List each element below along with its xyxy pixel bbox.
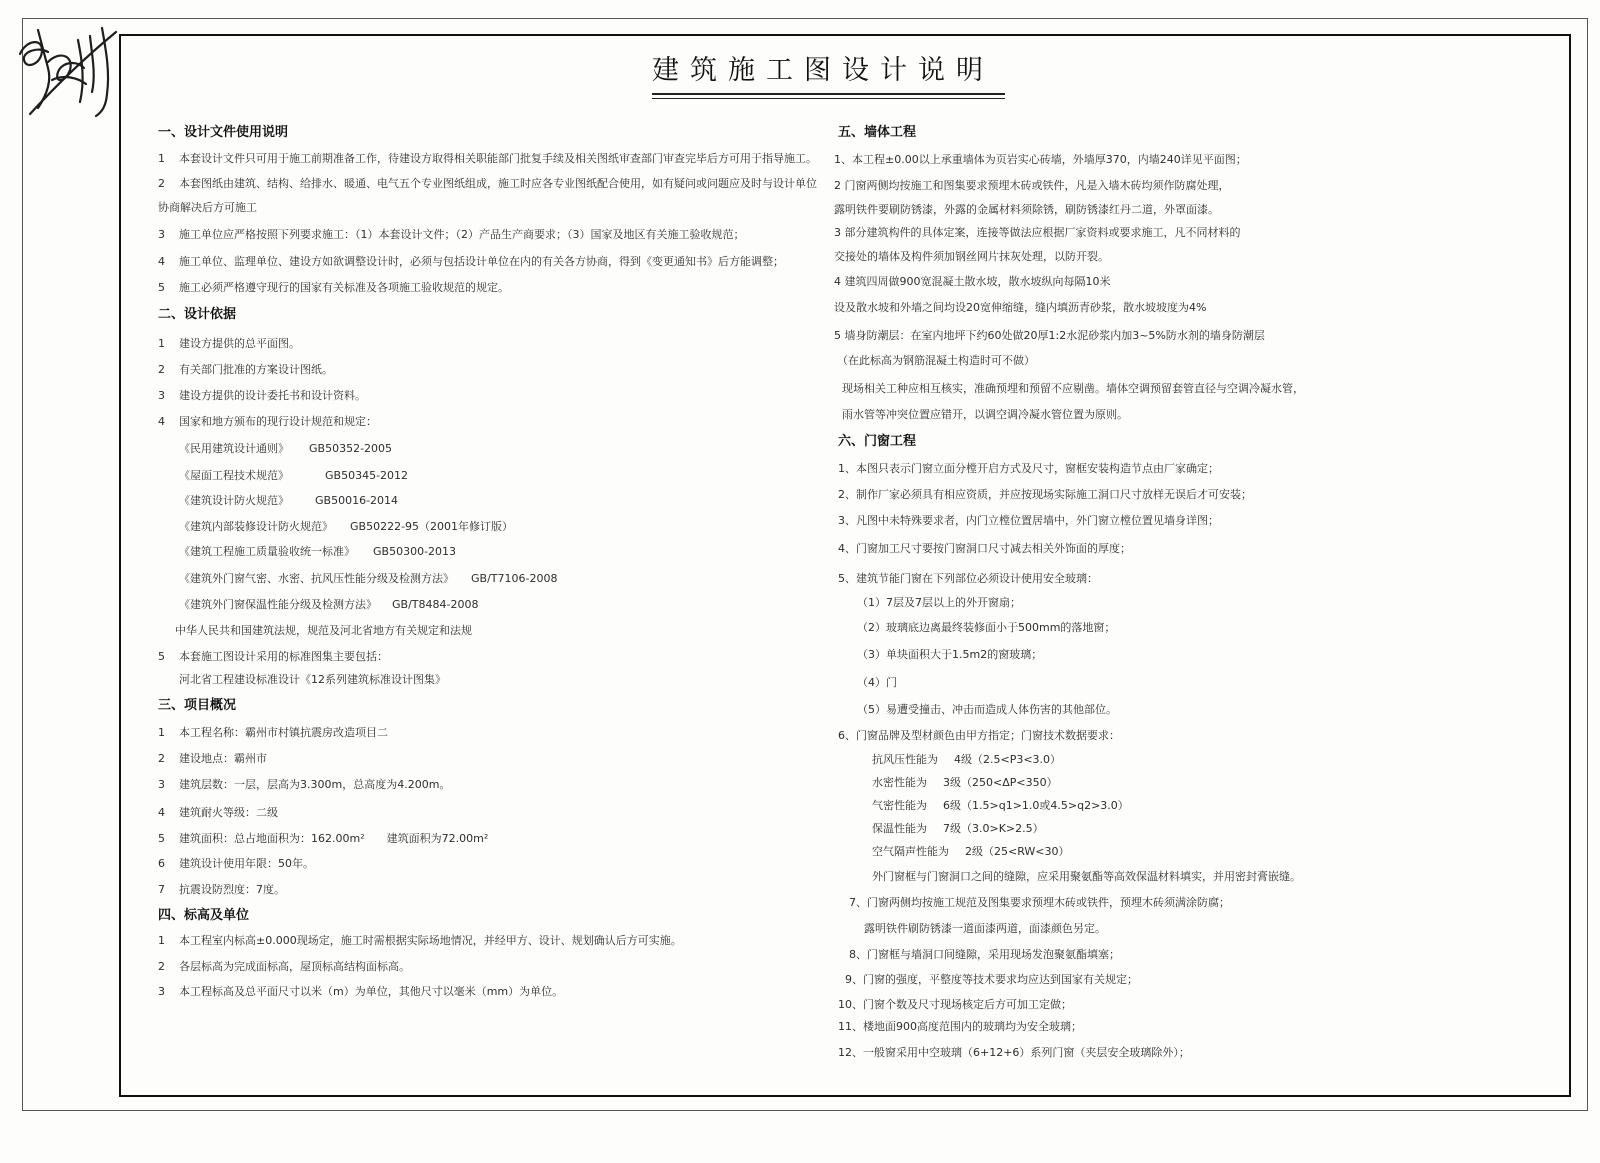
standard-name: 《建筑外门窗气密、水密、抗风压性能分级及检测方法》 <box>179 572 454 585</box>
safety-glass-item: （1）7层及7层以上的外开窗扇； <box>857 596 1021 609</box>
door-window-line: 露明铁件刷防锈漆一道面漆两道，面漆颜色另定。 <box>864 922 1106 935</box>
item-number: 1 <box>158 726 165 739</box>
list-item <box>158 778 450 792</box>
list-item <box>158 726 388 740</box>
item-number: 4 <box>158 806 165 819</box>
wall-line: 5 墙身防潮层：在室内地坪下约60处做20厚1:2水泥砂浆内加3~5%防水剂的墙身防潮层 <box>834 329 1265 342</box>
item-text: 建设方提供的设计委托书和设计资料。 <box>179 389 366 402</box>
item-number: 2 <box>158 363 165 376</box>
performance-row <box>872 776 1058 790</box>
wall-line: 3 部分建筑构件的具体定案，连接等做法应根据厂家资料或要求施工，凡不同材料的 <box>834 226 1241 239</box>
standard-name: 《民用建筑设计通则》 <box>179 442 289 455</box>
wall-line: 设及散水坡和外墙之间均设20宽伸缩缝，缝内填沥青砂浆，散水坡坡度为4% <box>834 301 1207 314</box>
list-item <box>158 857 314 871</box>
standard-code: GB/T7106-2008 <box>471 572 558 585</box>
building-area-text: 建筑面积为72.00m² <box>386 832 489 845</box>
title-underline-thick <box>652 93 1005 95</box>
list-item <box>158 177 817 191</box>
wall-line: 雨水管等冲突位置应错开，以调空调冷凝水管位置为原则。 <box>842 408 1128 421</box>
standard-name: 《建筑工程施工质量验收统一标准》 <box>179 545 355 558</box>
list-item <box>158 883 285 897</box>
handwritten-mark <box>12 10 124 122</box>
item-text: 本工程名称：霸州市村镇抗震房改造项目二 <box>179 726 388 739</box>
door-window-line: 10、门窗个数及尺寸现场核定后方可加工定做； <box>838 998 1072 1011</box>
item-text: 建筑层数：一层，层高为3.300m，总高度为4.200m。 <box>179 778 451 791</box>
item-number: 3 <box>158 389 165 402</box>
item-number: 5 <box>158 832 165 845</box>
list-item <box>158 650 388 664</box>
item-text-continuation: 河北省工程建设标准设计《12系列建筑标准设计图集》 <box>179 673 446 686</box>
section-heading-overview: 三、项目概况 <box>158 698 237 713</box>
standard-code: GB50016-2014 <box>315 494 399 507</box>
standard-row <box>179 545 456 559</box>
item-text: 建筑面积：总占地面积为：162.00m² <box>179 832 365 845</box>
standard-code: GB50345-2012 <box>325 469 409 482</box>
list-item <box>158 337 300 351</box>
performance-value: 4级（2.5<P3<3.0） <box>954 753 1062 766</box>
item-number: 1 <box>158 152 165 165</box>
list-item <box>158 281 509 295</box>
door-window-line: 12、一般窗采用中空玻璃（6+12+6）系列门窗（夹层安全玻璃除外）； <box>838 1046 1190 1059</box>
standard-code: GB50300-2013 <box>373 545 457 558</box>
door-window-line: 7、门窗两侧均按施工规范及图集要求预埋木砖或铁件，预埋木砖须满涂防腐； <box>849 896 1230 909</box>
wall-line: （在此标高为钢筋混凝土构造时可不做） <box>837 354 1035 367</box>
item-text: 建设地点：霸州市 <box>179 752 267 765</box>
standard-name: 《屋面工程技术规范》 <box>179 469 289 482</box>
list-item <box>158 363 333 377</box>
performance-row <box>872 799 1129 813</box>
list-item <box>158 934 682 948</box>
item-text: 建筑耐火等级：二级 <box>179 806 278 819</box>
item-text: 本工程室内标高±0.000现场定，施工时需根据实际场地情况，并经甲方、设计、规划确认后方可实施。 <box>179 934 682 947</box>
door-window-line: 8、门窗框与墙洞口间缝隙，采用现场发泡聚氨酯填塞； <box>849 948 1120 961</box>
item-number: 7 <box>158 883 165 896</box>
title-underline-thin <box>652 98 1005 99</box>
item-text: 本套施工图设计采用的标准图集主要包括： <box>179 650 388 663</box>
section-heading-basis: 二、设计依据 <box>158 307 237 322</box>
door-window-line: 6、门窗品牌及型材颜色由甲方指定；门窗技术数据要求： <box>838 729 1120 742</box>
standard-code: GB50222-95（2001年修订版） <box>350 520 514 533</box>
section-heading-design-docs: 一、设计文件使用说明 <box>158 125 289 140</box>
list-item <box>158 389 366 403</box>
item-text: 施工单位、监理单位、建设方如欲调整设计时，必须与包括设计单位在内的有关各方协商，得到《变更通知书》后方能调整； <box>179 255 784 268</box>
door-window-line: 4、门窗加工尺寸要按门窗洞口尺寸减去相关外饰面的厚度； <box>838 542 1131 555</box>
wall-line: 交接处的墙体及构件须加钢丝网片抹灰处理，以防开裂。 <box>834 250 1109 263</box>
item-number: 1 <box>158 337 165 350</box>
sealing-note: 外门窗框与门窗洞口之间的缝隙，应采用聚氨酯等高效保温材料填实，并用密封膏嵌缝。 <box>872 870 1301 883</box>
performance-value: 7级（3.0>K>2.5） <box>943 822 1044 835</box>
list-item <box>158 415 377 429</box>
door-window-line: 9、门窗的强度，平整度等技术要求均应达到国家有关规定； <box>845 973 1138 986</box>
regulations-note: 中华人民共和国建筑法规，规范及河北省地方有关规定和法规 <box>175 624 472 637</box>
standard-row <box>179 520 513 534</box>
performance-label: 抗风压性能为 <box>872 753 938 766</box>
wall-line: 2 门窗两侧均按施工和图集要求预埋木砖或铁件，凡是入墙木砖均须作防腐处理， <box>834 179 1230 192</box>
item-text: 国家和地方颁布的现行设计规范和规定： <box>179 415 377 428</box>
safety-glass-item: （3）单块面积大于1.5m2的窗玻璃； <box>857 648 1043 661</box>
item-text: 各层标高为完成面标高，屋顶标高结构面标高。 <box>179 960 410 973</box>
item-number: 5 <box>158 281 165 294</box>
standard-row <box>179 598 478 612</box>
item-number: 1 <box>158 934 165 947</box>
item-text: 有关部门批准的方案设计图纸。 <box>179 363 333 376</box>
wall-line: 1、本工程±0.00以上承重墙体为页岩实心砖墙，外墙厚370，内墙240详见平面图； <box>834 153 1247 166</box>
standard-code: GB/T8484-2008 <box>392 598 479 611</box>
performance-value: 6级（1.5>q1>1.0或4.5>q2>3.0） <box>943 799 1129 812</box>
performance-label: 空气隔声性能为 <box>872 845 949 858</box>
list-item <box>158 255 784 269</box>
item-number: 2 <box>158 960 165 973</box>
standard-row <box>179 442 392 456</box>
item-text: 本套设计文件只可用于施工前期准备工作，待建设方取得相关职能部门批复手续及相关图纸审查部门审查完毕后方可用于指导施工。 <box>179 152 817 165</box>
performance-label: 保温性能为 <box>872 822 927 835</box>
section-heading-elevation-units: 四、标高及单位 <box>158 908 250 923</box>
door-window-line: 1、本图只表示门窗立面分樘开启方式及尺寸，窗框安装构造节点由厂家确定； <box>838 462 1219 475</box>
item-number: 4 <box>158 255 165 268</box>
list-item <box>158 960 410 974</box>
standard-name: 《建筑外门窗保温性能分级及检测方法》 <box>179 598 377 611</box>
item-text-continuation: 协商解决后方可施工 <box>158 201 257 214</box>
item-text: 建筑设计使用年限：50年。 <box>179 857 314 870</box>
item-number: 6 <box>158 857 165 870</box>
list-item <box>158 752 267 766</box>
standard-code: GB50352-2005 <box>309 442 393 455</box>
page-title: 建筑施工图设计说明 <box>652 55 994 86</box>
list-item <box>158 152 817 166</box>
section-heading-doors-windows: 六、门窗工程 <box>838 434 917 449</box>
door-window-line: 5、建筑节能门窗在下列部位必须设计使用安全玻璃： <box>838 572 1098 585</box>
item-text: 建设方提供的总平面图。 <box>179 337 300 350</box>
standard-row <box>179 469 408 483</box>
safety-glass-item: （5）易遭受撞击、冲击而造成人体伤害的其他部位。 <box>857 703 1117 716</box>
standard-row <box>179 494 398 508</box>
item-text: 抗震设防烈度：7度。 <box>179 883 285 896</box>
standard-name: 《建筑设计防火规范》 <box>179 494 289 507</box>
door-window-line: 3、凡图中未特殊要求者，内门立樘位置居墙中，外门窗立樘位置见墙身详图； <box>838 514 1219 527</box>
item-text: 施工必须严格遵守现行的国家有关标准及各项施工验收规范的规定。 <box>179 281 509 294</box>
wall-line: 露明铁件要刷防锈漆，外露的金属材料须除锈，刷防锈漆红丹二道，外罩面漆。 <box>834 203 1219 216</box>
list-item <box>158 985 563 999</box>
item-number: 2 <box>158 177 165 190</box>
item-text: 本套图纸由建筑、结构、给排水、暖通、电气五个专业图纸组成，施工时应各专业图纸配合使用，如有疑问或问题应及时与设计单位 <box>179 177 817 190</box>
door-window-line: 2、制作厂家必须具有相应资质，并应按现场实际施工洞口尺寸放样无误后才可安装； <box>838 488 1252 501</box>
performance-row <box>872 845 1070 859</box>
item-text: 本工程标高及总平面尺寸以米（m）为单位，其他尺寸以毫米（mm）为单位。 <box>179 985 564 998</box>
standard-row <box>179 572 557 586</box>
door-window-line: 11、楼地面900高度范围内的玻璃均为安全玻璃； <box>838 1020 1082 1033</box>
performance-label: 气密性能为 <box>872 799 927 812</box>
performance-row <box>872 753 1061 767</box>
performance-row <box>872 822 1044 836</box>
performance-label: 水密性能为 <box>872 776 927 789</box>
item-number: 3 <box>158 228 165 241</box>
item-number: 2 <box>158 752 165 765</box>
wall-line: 4 建筑四周做900宽混凝土散水坡，散水坡纵向每隔10米 <box>834 275 1111 288</box>
list-item <box>158 806 278 820</box>
item-number: 4 <box>158 415 165 428</box>
section-heading-walls: 五、墙体工程 <box>838 125 917 140</box>
wall-line: 现场相关工种应相互核实，准确预埋和预留不应剔凿。墙体空调预留套管直径与空调冷凝水管， <box>842 382 1304 395</box>
safety-glass-item: （4）门 <box>857 676 897 689</box>
item-number: 5 <box>158 650 165 663</box>
item-number: 3 <box>158 985 165 998</box>
performance-value: 3级（250<ΔP<350） <box>943 776 1058 789</box>
safety-glass-item: （2）玻璃底边离最终装修面小于500mm的落地窗； <box>857 621 1116 634</box>
list-item <box>158 228 745 242</box>
standard-name: 《建筑内部装修设计防火规范》 <box>179 520 333 533</box>
item-text: 施工单位应严格按照下列要求施工：（1）本套设计文件；（2）产品生产商要求；（3）国家及地区有关施工验收规范； <box>179 228 745 241</box>
item-number: 3 <box>158 778 165 791</box>
performance-value: 2级（25<RW<30） <box>965 845 1070 858</box>
list-item <box>158 832 488 846</box>
